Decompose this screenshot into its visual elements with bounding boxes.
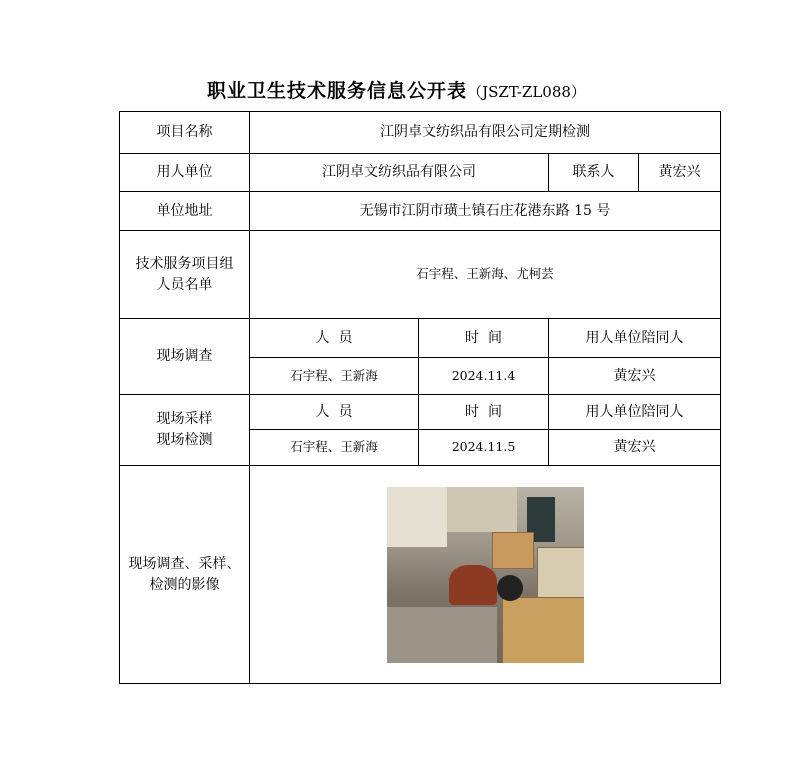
sampling-col-escort: 用人单位陪同人 xyxy=(549,395,721,430)
row-sampling-header xyxy=(120,395,721,430)
photo-reel xyxy=(497,575,523,601)
row-images xyxy=(120,466,721,684)
contact-label: 联系人 xyxy=(549,154,639,192)
row-address xyxy=(120,192,721,231)
row-employer xyxy=(120,154,721,192)
photo-wall xyxy=(387,487,447,547)
project-name-value: 江阴卓文纺织品有限公司定期检测 xyxy=(250,112,721,154)
images-cell xyxy=(250,466,721,684)
employer-value: 江阴卓文纺织品有限公司 xyxy=(250,154,549,192)
photo-worker xyxy=(449,565,497,605)
photo-box xyxy=(492,532,534,569)
site-photo xyxy=(387,487,584,663)
images-label: 现场调查、采样、检测的影像 xyxy=(120,466,250,684)
survey-escort: 黄宏兴 xyxy=(549,358,721,395)
survey-col-escort: 用人单位陪同人 xyxy=(549,319,721,358)
survey-label: 现场调查 xyxy=(120,319,250,395)
page-title xyxy=(0,76,793,103)
photo-machine xyxy=(447,487,517,532)
address-label: 单位地址 xyxy=(120,192,250,231)
project-name-label: 项目名称 xyxy=(120,112,250,154)
row-survey-header xyxy=(120,319,721,358)
photo-floor xyxy=(387,607,497,663)
sampling-label-line2: 现场检测 xyxy=(156,432,213,448)
sampling-time: 2024.11.5 xyxy=(419,430,549,466)
title-main: 职业卫生技术服务信息公开表 xyxy=(207,80,468,102)
sampling-col-time: 时 间 xyxy=(419,395,549,430)
address-value: 无锡市江阴市璜土镇石庄花港东路 15 号 xyxy=(250,192,721,231)
photo-box xyxy=(502,597,584,663)
row-project-name xyxy=(120,112,721,154)
contact-value: 黄宏兴 xyxy=(639,154,721,192)
survey-col-time: 时 间 xyxy=(419,319,549,358)
survey-col-personnel: 人 员 xyxy=(250,319,419,358)
sampling-personnel: 石宇程、王新海 xyxy=(250,430,419,466)
sampling-label-line1: 现场采样 xyxy=(156,411,213,427)
info-table xyxy=(119,111,721,684)
sampling-label xyxy=(120,395,250,466)
sampling-escort: 黄宏兴 xyxy=(549,430,721,466)
survey-personnel: 石宇程、王新海 xyxy=(250,358,419,395)
team-value: 石宇程、王新海、尤柯芸 xyxy=(250,231,721,319)
title-code: （JSZT-ZL088） xyxy=(467,83,586,101)
sampling-col-personnel: 人 员 xyxy=(250,395,419,430)
survey-time: 2024.11.4 xyxy=(419,358,549,395)
team-label: 技术服务项目组人员名单 xyxy=(120,231,250,319)
photo-box xyxy=(537,547,584,599)
employer-label: 用人单位 xyxy=(120,154,250,192)
row-team xyxy=(120,231,721,319)
